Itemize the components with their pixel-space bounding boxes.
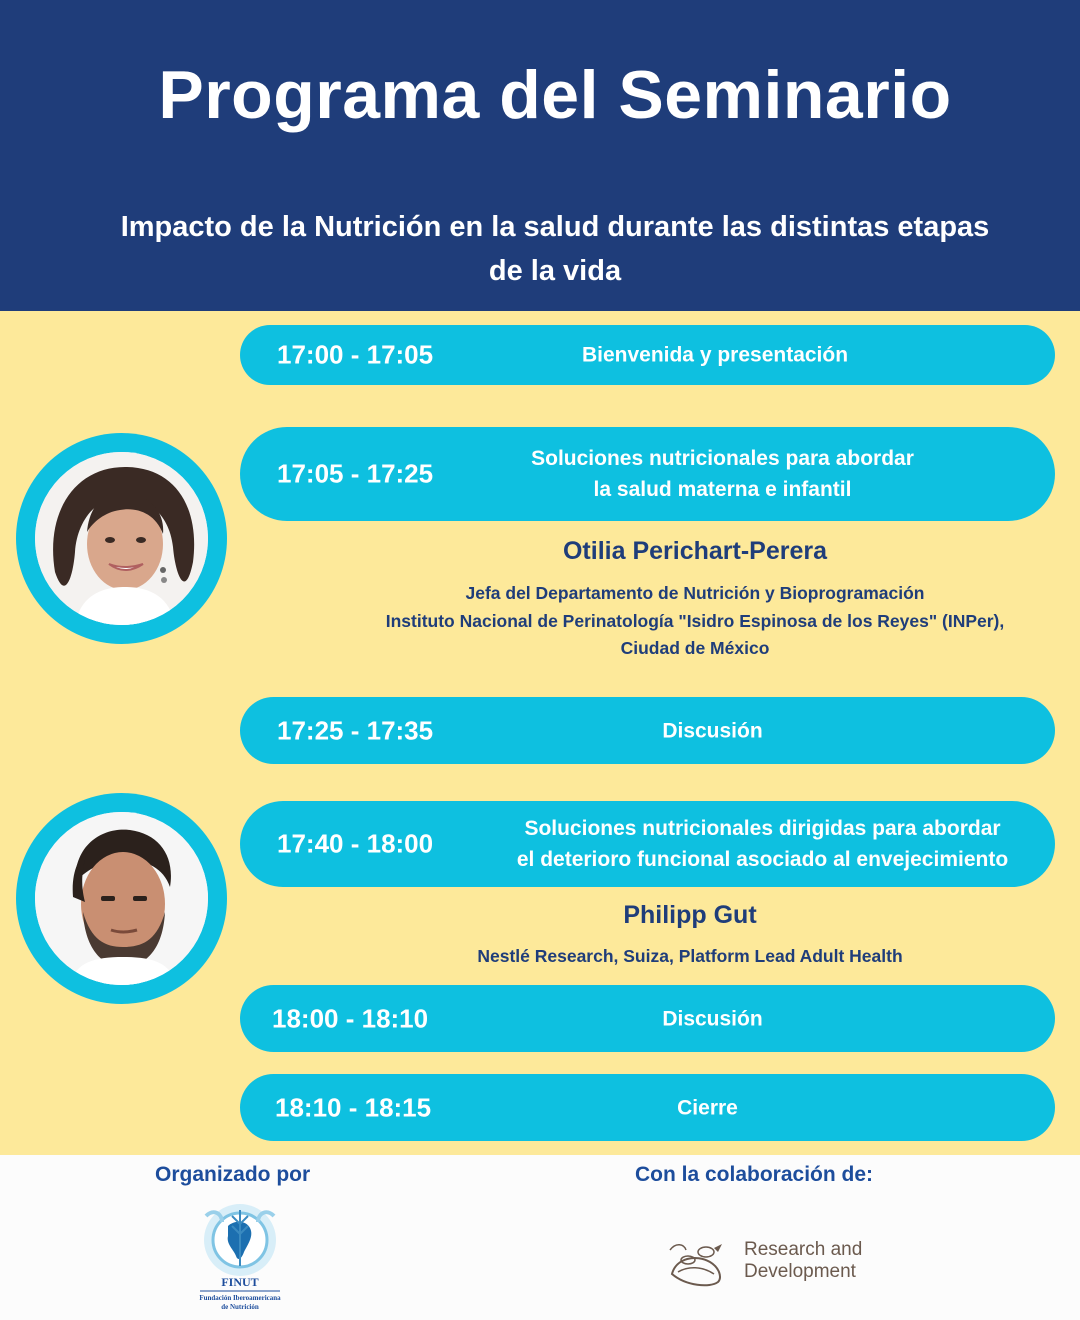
schedule-topic [490, 443, 955, 505]
schedule-time: 18:00 - 18:10 [272, 1003, 429, 1033]
collaboration-label: Con la colaboración de: [635, 1163, 874, 1186]
schedule-item-talk-1 [240, 427, 1055, 521]
portrait-woman-icon [35, 452, 208, 625]
page-subtitle: Impacto de la Nutrición en la salud durante las distintas etapas de la vida [120, 211, 990, 287]
schedule-item-talk-2 [240, 801, 1055, 887]
schedule-topic-line: Soluciones nutricionales para abordar [531, 447, 914, 470]
schedule-item-welcome [240, 325, 1055, 385]
nestle-line1-text: Research and [744, 1239, 863, 1260]
speaker-affiliation-line: Instituto Nacional de Perinatología "Isidro Espinosa de los Reyes" (INPer), [385, 610, 1005, 631]
speaker-affiliation [400, 943, 980, 971]
schedule-time: 17:00 - 17:05 [277, 339, 434, 370]
header-banner [0, 0, 1080, 311]
finut-name-text: FINUT [221, 1275, 259, 1289]
finut-line2-text: de Nutrición [221, 1303, 259, 1311]
schedule-time: 17:25 - 17:35 [277, 715, 434, 745]
schedule-topic [485, 813, 1040, 875]
speaker-photo-frame [16, 433, 227, 644]
schedule-topic: Discusión [662, 1007, 763, 1030]
schedule-time: 17:05 - 17:25 [277, 458, 434, 489]
schedule-topic-line: Soluciones nutricionales dirigidas para abordar [524, 817, 1001, 840]
speaker-affiliation [330, 580, 1060, 663]
schedule-topic: Cierre [677, 1096, 738, 1119]
schedule-time: 18:10 - 18:15 [275, 1092, 432, 1122]
schedule-topic: Bienvenida y presentación [581, 343, 849, 367]
portrait-man-icon [35, 812, 208, 985]
speaker-name: Otilia Perichart-Perera [562, 537, 827, 565]
schedule-topic-line: la salud materna e infantil [593, 478, 852, 501]
schedule-topic-line: el deterioro funcional asociado al envejecimiento [516, 848, 1009, 871]
speaker-photo-philipp [35, 812, 208, 985]
page-title: Programa del Seminario [158, 57, 952, 133]
speaker-affiliation-line: Nestlé Research, Suiza, Platform Lead Adult Health [477, 946, 903, 966]
finut-logo [188, 1196, 292, 1314]
schedule-item-discussion-2 [240, 985, 1055, 1052]
nestle-research-logo [666, 1232, 896, 1288]
schedule-item-closing [240, 1074, 1055, 1141]
speaker-photo-otilia [35, 452, 208, 625]
nestle-nest-icon [666, 1232, 896, 1288]
schedule-time: 17:40 - 18:00 [277, 828, 434, 859]
speaker-affiliation-line: Ciudad de México [620, 638, 770, 658]
speaker-name: Philipp Gut [623, 901, 757, 929]
organized-by-label: Organizado por [155, 1163, 311, 1186]
schedule-topic: Discusión [662, 719, 763, 742]
nestle-line2-text: Development [744, 1261, 856, 1282]
finut-emblem-icon [188, 1196, 292, 1314]
schedule-item-discussion-1 [240, 697, 1055, 764]
finut-line1-text: Fundación Iberoamericana [199, 1294, 281, 1302]
speaker-photo-frame [16, 793, 227, 1004]
speaker-affiliation-line: Jefa del Departamento de Nutrición y Bioprogramación [465, 583, 925, 603]
